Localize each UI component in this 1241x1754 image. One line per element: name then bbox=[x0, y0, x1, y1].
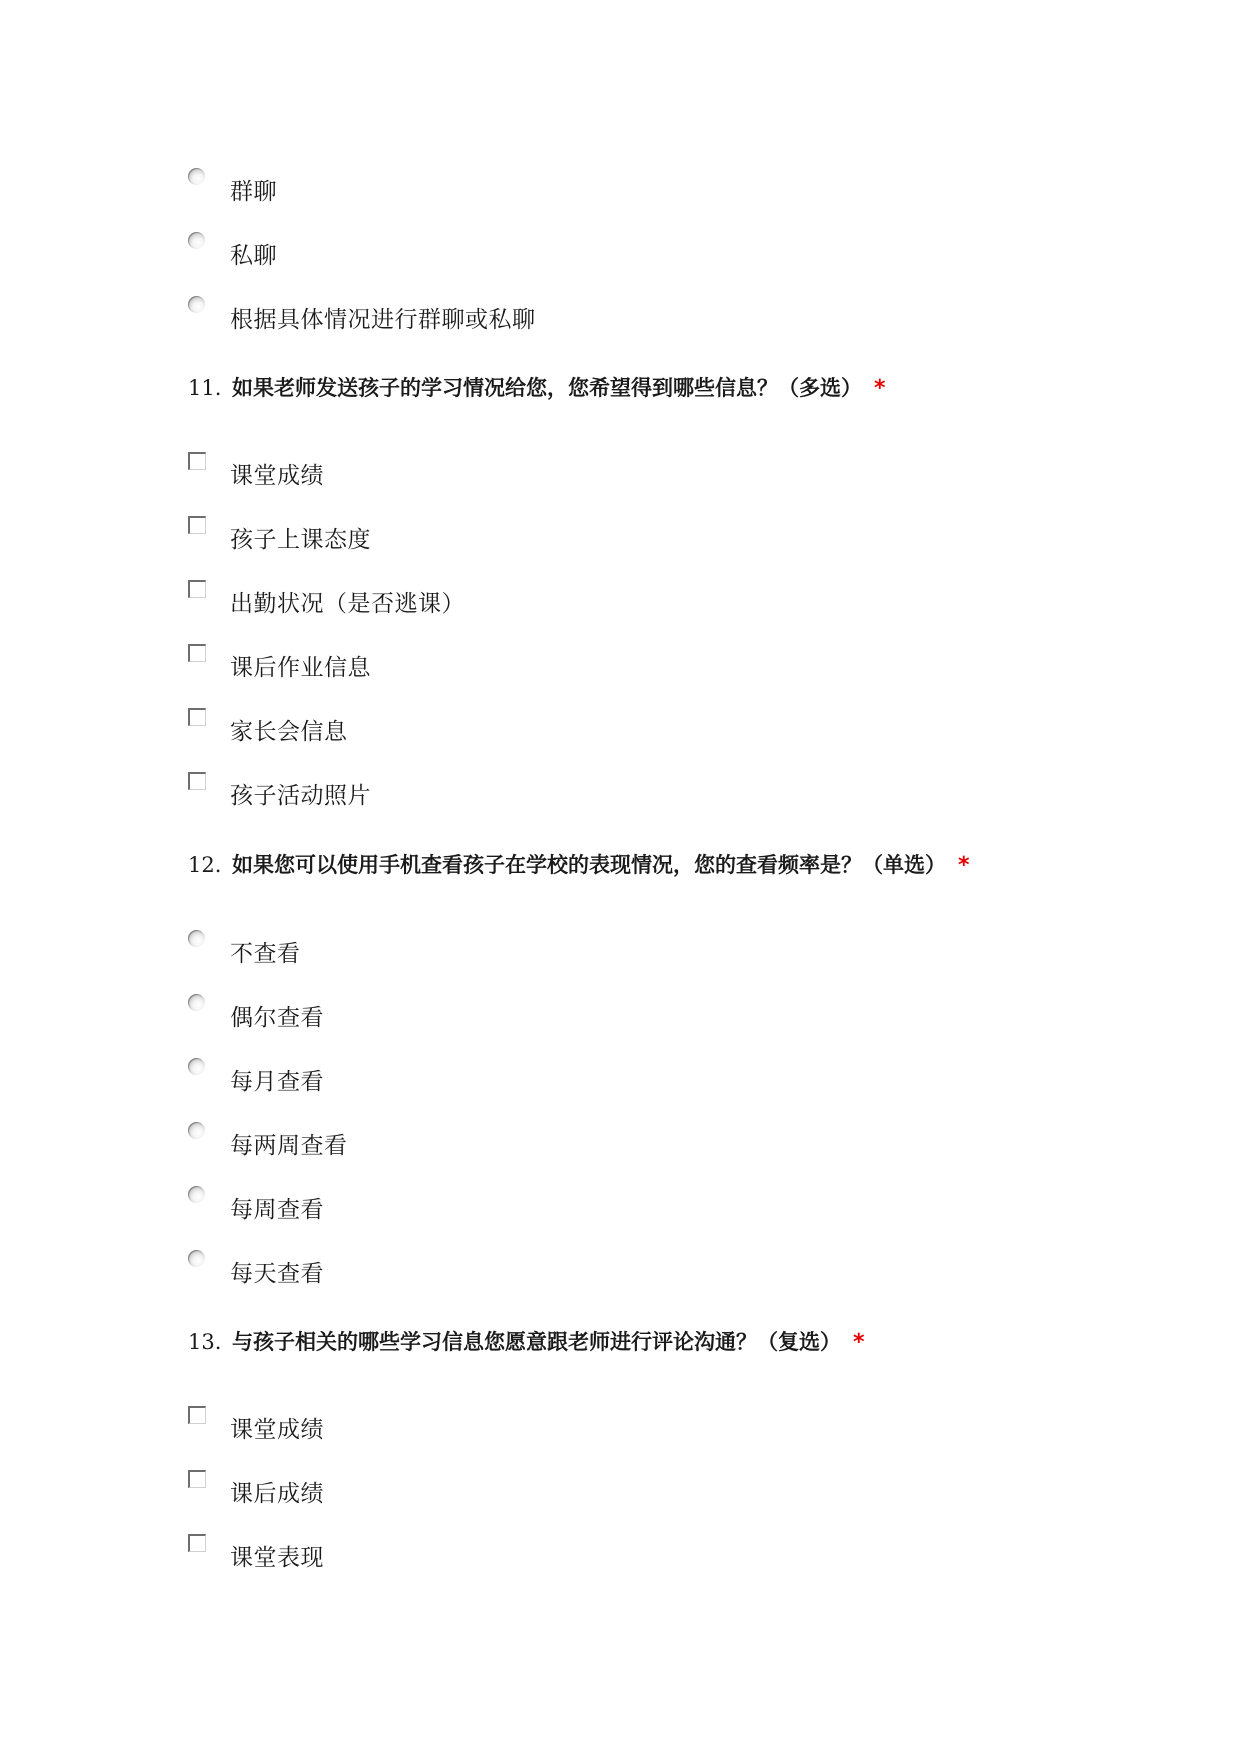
question-13 bbox=[188, 1328, 865, 1357]
radio-button[interactable] bbox=[188, 168, 205, 185]
radio-button[interactable] bbox=[188, 1122, 205, 1139]
required-mark: * bbox=[853, 1330, 865, 1355]
question-12 bbox=[188, 851, 970, 880]
radio-button[interactable] bbox=[188, 994, 205, 1011]
option-label: 出勤状况（是否逃课） bbox=[230, 591, 465, 617]
option-label: 孩子活动照片 bbox=[230, 783, 371, 809]
option-label: 群聊 bbox=[230, 179, 277, 205]
radio-button[interactable] bbox=[188, 232, 205, 249]
checkbox[interactable] bbox=[188, 1534, 206, 1552]
option-label: 课堂成绩 bbox=[230, 463, 324, 489]
question-text: 与孩子相关的哪些学习信息您愿意跟老师进行评论沟通？（复选） bbox=[232, 1329, 841, 1354]
option-label: 每周查看 bbox=[230, 1197, 324, 1223]
option-label: 课后成绩 bbox=[230, 1481, 324, 1507]
question-number: 13. bbox=[188, 1330, 222, 1354]
checkbox[interactable] bbox=[188, 580, 206, 598]
radio-button[interactable] bbox=[188, 1058, 205, 1075]
option-label: 课堂表现 bbox=[230, 1545, 324, 1571]
checkbox[interactable] bbox=[188, 1470, 206, 1488]
option-label: 不查看 bbox=[230, 941, 301, 967]
checkbox[interactable] bbox=[188, 772, 206, 790]
checkbox[interactable] bbox=[188, 452, 206, 470]
question-11 bbox=[188, 374, 886, 403]
option-label: 每两周查看 bbox=[230, 1133, 348, 1159]
radio-button[interactable] bbox=[188, 296, 205, 313]
checkbox[interactable] bbox=[188, 644, 206, 662]
option-label: 每天查看 bbox=[230, 1261, 324, 1287]
checkbox[interactable] bbox=[188, 708, 206, 726]
question-number: 11. bbox=[188, 376, 222, 400]
option-label: 私聊 bbox=[230, 243, 277, 269]
option-label: 课后作业信息 bbox=[230, 655, 371, 681]
option-label: 偶尔查看 bbox=[230, 1005, 324, 1031]
option-label: 每月查看 bbox=[230, 1069, 324, 1095]
option-label: 根据具体情况进行群聊或私聊 bbox=[230, 307, 536, 333]
option-label: 家长会信息 bbox=[230, 719, 348, 745]
checkbox[interactable] bbox=[188, 516, 206, 534]
question-number: 12. bbox=[188, 853, 222, 877]
checkbox[interactable] bbox=[188, 1406, 206, 1424]
required-mark: * bbox=[874, 376, 886, 401]
radio-button[interactable] bbox=[188, 1186, 205, 1203]
radio-button[interactable] bbox=[188, 930, 205, 947]
required-mark: * bbox=[958, 853, 970, 878]
question-text: 如果您可以使用手机查看孩子在学校的表现情况，您的查看频率是？（单选） bbox=[232, 852, 946, 877]
radio-button[interactable] bbox=[188, 1250, 205, 1267]
question-text: 如果老师发送孩子的学习情况给您，您希望得到哪些信息？（多选） bbox=[232, 375, 862, 400]
option-label: 孩子上课态度 bbox=[230, 527, 371, 553]
option-label: 课堂成绩 bbox=[230, 1417, 324, 1443]
